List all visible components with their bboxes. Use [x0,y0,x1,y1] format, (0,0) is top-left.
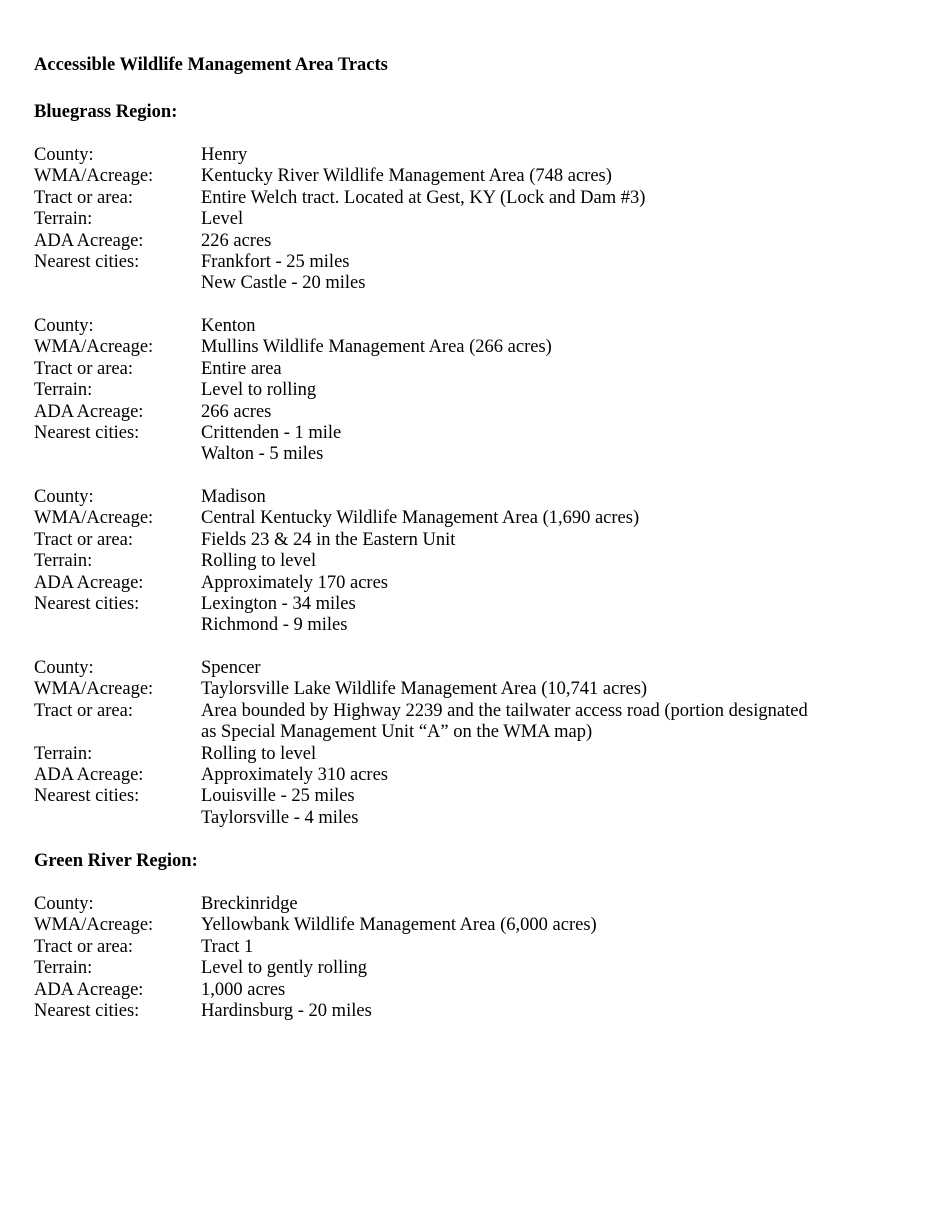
terrain-row [34,551,834,572]
terrain-value: Level [201,209,244,230]
tract-row [34,701,834,744]
ada-row [34,231,834,252]
cities-row [34,1001,834,1022]
county-label: County: [34,145,94,165]
wma-label: WMA/Acreage: [34,166,154,187]
county-label: County: [34,894,94,914]
cities-label: Nearest cities: [34,786,140,807]
tract-value [201,188,834,209]
county-label: County: [34,316,94,336]
city-line: Frankfort - 25 miles [201,252,350,273]
wma-record-breckinridge [34,894,834,1022]
cities-value [201,252,834,295]
terrain-value: Level to gently rolling [201,958,367,979]
wma-row [34,508,834,529]
cities-label: Nearest cities: [34,252,140,273]
ada-label: ADA Acreage: [34,401,144,422]
county-value: Henry [201,145,248,165]
county-row [34,658,834,679]
wma-row [34,679,834,700]
tract-label: Tract or area: [34,529,133,550]
ada-row [34,402,834,423]
terrain-value: Level to rolling [201,380,317,401]
county-value: Breckinridge [201,894,298,914]
wma-label: WMA/Acreage: [34,337,154,358]
cities-value [201,1001,834,1022]
terrain-label: Terrain: [34,551,93,572]
city-line: Richmond - 9 miles [201,615,348,636]
city-line: Louisville - 25 miles [201,786,355,807]
county-value: Madison [201,487,266,507]
tract-value [201,359,834,380]
tract-label: Tract or area: [34,187,133,208]
cities-row [34,594,834,637]
terrain-row [34,209,834,230]
tract-row [34,188,834,209]
city-line: Crittenden - 1 mile [201,423,342,444]
county-row [34,487,834,508]
county-row [34,145,834,166]
wma-label: WMA/Acreage: [34,915,154,936]
terrain-label: Terrain: [34,743,93,764]
wma-value: Yellowbank Wildlife Management Area (6,000 acres) [201,915,597,936]
tract-row [34,530,834,551]
city-line: Lexington - 34 miles [201,594,356,615]
cities-value [201,423,834,466]
ada-row [34,573,834,594]
city-line: Walton - 5 miles [201,444,324,465]
terrain-row [34,380,834,401]
tract-label: Tract or area: [34,936,133,957]
county-row [34,316,834,337]
ada-row [34,765,834,786]
cities-row [34,252,834,295]
terrain-value: Rolling to level [201,743,317,764]
ada-value: 266 acres [201,401,272,422]
terrain-value: Rolling to level [201,551,317,572]
terrain-label: Terrain: [34,209,93,230]
tract-line: Fields 23 & 24 in the Eastern Unit [201,529,456,550]
county-row [34,894,834,915]
terrain-row [34,958,834,979]
city-line: New Castle - 20 miles [201,273,366,294]
wma-row [34,166,834,187]
terrain-label: Terrain: [34,380,93,401]
tract-value [201,937,834,958]
terrain-row [34,744,834,765]
terrain-label: Terrain: [34,958,93,979]
cities-row [34,423,834,466]
cities-value [201,786,834,829]
document-title: Accessible Wildlife Management Area Tracts [34,55,388,75]
region-heading-green-river: Green River Region: [34,851,198,871]
ada-value: Approximately 170 acres [201,572,388,593]
wma-record-spencer [34,658,834,829]
cities-label: Nearest cities: [34,423,140,444]
tract-value [201,701,834,744]
ada-label: ADA Acreage: [34,765,144,786]
ada-row [34,980,834,1001]
tract-row [34,937,834,958]
tract-value [201,530,834,551]
tract-line: Entire area [201,358,282,379]
wma-row [34,337,834,358]
county-value: Spencer [201,658,261,678]
cities-label: Nearest cities: [34,594,140,615]
wma-label: WMA/Acreage: [34,679,154,700]
wma-row [34,915,834,936]
cities-row [34,786,834,829]
wma-record-kenton [34,316,834,466]
cities-value [201,594,834,637]
tract-line: Entire Welch tract. Located at Gest, KY (Lock and Dam #3) [201,187,646,208]
wma-value: Kentucky River Wildlife Management Area (748 acres) [201,166,612,187]
tract-label: Tract or area: [34,700,133,721]
region-heading-bluegrass: Bluegrass Region: [34,102,178,122]
wma-value: Taylorsville Lake Wildlife Management Area (10,741 acres) [201,679,648,700]
ada-value: 1,000 acres [201,979,286,1000]
ada-label: ADA Acreage: [34,572,144,593]
city-line: Hardinsburg - 20 miles [201,1001,372,1022]
ada-label: ADA Acreage: [34,230,144,251]
ada-label: ADA Acreage: [34,979,144,1000]
tract-label: Tract or area: [34,358,133,379]
county-value: Kenton [201,316,256,336]
cities-label: Nearest cities: [34,1001,140,1022]
ada-value: Approximately 310 acres [201,765,388,786]
wma-record-madison [34,487,834,637]
wma-record-henry [34,145,834,295]
tract-line: Area bounded by Highway 2239 and the tailwater access road (portion designated [201,700,808,721]
county-label: County: [34,658,94,678]
wma-value: Central Kentucky Wildlife Management Area (1,690 acres) [201,508,640,529]
wma-value: Mullins Wildlife Management Area (266 acres) [201,337,552,358]
ada-value: 226 acres [201,230,272,251]
tract-line: Tract 1 [201,936,254,957]
county-label: County: [34,487,94,507]
wma-label: WMA/Acreage: [34,508,154,529]
city-line: Taylorsville - 4 miles [201,807,359,828]
tract-line: as Special Management Unit “A” on the WMA map) [201,722,593,743]
tract-row [34,359,834,380]
